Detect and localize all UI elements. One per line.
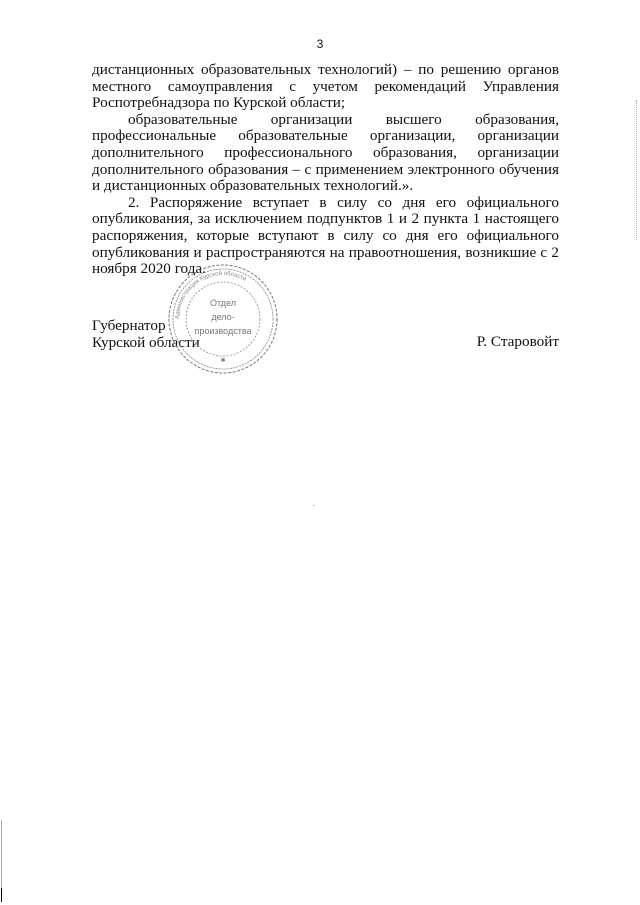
scan-dust-artifact xyxy=(313,505,315,506)
signatory-title-line1: Губернатор xyxy=(92,317,166,334)
paragraph-effective-date: 2. Распоряжение вступает в силу со дня его официального опубликования, за исключением подпунктов 1 и 2 пункта 1 настоящего распоряжения, которые вступают в силу со дня его официального опубликования и распространяются на правоотношения, возникшие с 2 ноября 2020 года. xyxy=(92,193,559,278)
scan-edge-artifact xyxy=(1,888,2,902)
signatory-name: Р. Старовойт xyxy=(476,333,559,350)
document-body xyxy=(92,62,559,278)
svg-text:Отдел: Отдел xyxy=(209,298,237,308)
svg-text:Администрация Курской области: Администрация Курской области xyxy=(174,270,248,320)
paragraph-organizations: образовательные организации высшего образования, профессиональные образовательные организации, организации дополнительного профессионального образования, организации дополнительного образования – с применением электронного обучения и дистанционных образовательных технологий.». xyxy=(92,110,559,195)
svg-text:✱: ✱ xyxy=(220,358,226,364)
svg-text:дело-: дело- xyxy=(211,312,235,322)
page-number: 3 xyxy=(316,37,324,51)
signatory-title-line2: Курской области xyxy=(92,333,200,351)
paragraph-continuation: дистанционных образовательных технологий) – по решению органов местного самоуправления с учетом рекомендаций Управления Роспотребнадзора по Курской области; xyxy=(92,61,559,112)
official-stamp-icon xyxy=(166,262,280,376)
svg-text:производства: производства xyxy=(194,326,252,336)
scan-edge-artifact xyxy=(636,100,639,240)
